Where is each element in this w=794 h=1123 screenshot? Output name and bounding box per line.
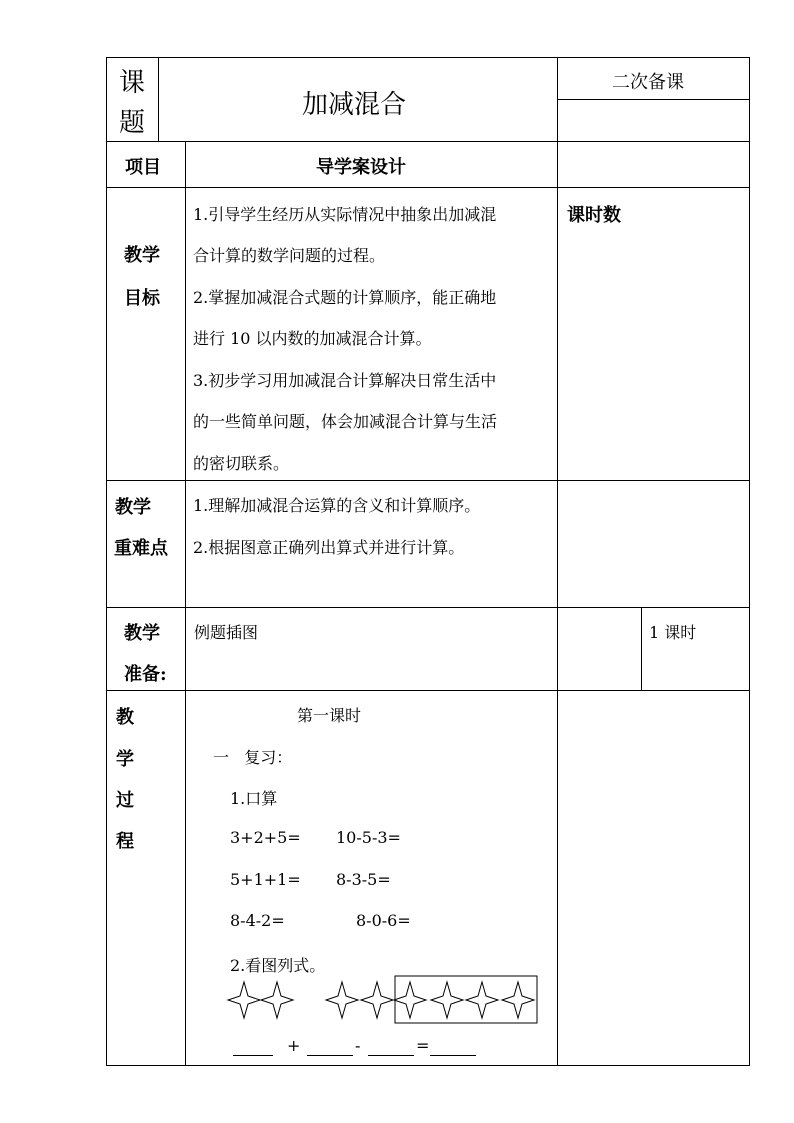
- topic-label-char-2: 题: [119, 108, 146, 138]
- table-border-top: [106, 57, 750, 58]
- star-icon: [261, 982, 293, 1018]
- equation-plus: +: [287, 1036, 301, 1055]
- equation-blank-2[interactable]: [307, 1041, 353, 1056]
- objectives-label-2: 目标: [124, 288, 160, 309]
- oral-problem: 8-3-5=: [336, 870, 391, 889]
- oral-calc-heading: 1.口算: [230, 789, 278, 808]
- hours-column-divider: [641, 607, 642, 691]
- key-point-line: 1.理解加减混合运算的含义和计算顺序。: [193, 496, 481, 515]
- equation-blank-3[interactable]: [368, 1041, 414, 1056]
- stars-illustration: [220, 972, 550, 1028]
- oral-problem: 8-0-6=: [356, 911, 411, 930]
- topic-label-divider: [158, 57, 159, 142]
- star-icon: [326, 982, 358, 1018]
- class-hours-label: 课时数: [567, 205, 621, 226]
- star-icon: [466, 982, 498, 1018]
- row-divider-3: [106, 480, 750, 481]
- equation-blank-1[interactable]: [233, 1041, 273, 1056]
- label-column-divider: [185, 141, 186, 1066]
- key-points-label-2: 重难点: [114, 538, 168, 559]
- row-divider-1: [106, 141, 750, 142]
- preparation-label-2: 准备:: [124, 664, 167, 685]
- oral-problem: 5+1+1=: [230, 870, 301, 889]
- oral-problem: 10-5-3=: [336, 828, 401, 847]
- objective-line: 进行 10 以内数的加减混合计算。: [193, 329, 432, 348]
- equation-equals: =: [416, 1036, 430, 1055]
- table-border-right: [749, 57, 750, 1066]
- objective-line: 的一些简单问题，体会加减混合计算与生活: [193, 412, 498, 431]
- process-label-char: 过: [116, 790, 134, 811]
- equation-blank-answer[interactable]: [430, 1041, 476, 1056]
- second-prep-column-divider: [557, 57, 558, 1066]
- star-icon: [361, 982, 393, 1018]
- preparation-content: 例题插图: [194, 623, 259, 642]
- row-divider-2: [106, 187, 750, 188]
- star-icon: [228, 982, 260, 1018]
- project-label: 项目: [125, 157, 161, 178]
- page-title: 加减混合: [302, 90, 407, 120]
- second-prep-header: 二次备课: [612, 72, 684, 93]
- star-icon: [431, 982, 463, 1018]
- process-label-char: 学: [116, 749, 134, 770]
- row-divider-5: [106, 690, 750, 691]
- table-border-left: [106, 57, 107, 1066]
- star-icon: [502, 982, 534, 1018]
- objective-line: 1.引导学生经历从实际情况中抽象出加减混: [193, 205, 497, 224]
- preparation-hours: 1 课时: [649, 623, 697, 642]
- process-label-char: 教: [116, 707, 134, 728]
- lesson-title: 第一课时: [297, 706, 362, 725]
- objectives-label-1: 教学: [124, 245, 160, 266]
- topic-label-char-1: 课: [119, 68, 146, 98]
- table-border-bottom: [106, 1065, 750, 1066]
- equation-minus: -: [355, 1036, 361, 1055]
- oral-problem: 8-4-2=: [230, 911, 285, 930]
- picture-task-heading: 2.看图列式。: [230, 956, 326, 975]
- second-prep-divider: [557, 99, 750, 100]
- objective-line: 的密切联系。: [193, 454, 290, 473]
- design-header: 导学案设计: [316, 157, 406, 178]
- row-divider-4: [106, 607, 750, 608]
- objective-line: 2.掌握加减混合式题的计算顺序，能正确地: [193, 288, 497, 307]
- star-icon: [394, 982, 426, 1018]
- review-heading: 一 复习：: [213, 748, 293, 767]
- process-label-char: 程: [116, 831, 134, 852]
- key-points-label-1: 教学: [115, 497, 151, 518]
- oral-problem: 3+2+5=: [230, 828, 301, 847]
- key-point-line: 2.根据图意正确列出算式并进行计算。: [193, 538, 465, 557]
- objective-line: 3.初步学习用加减混合计算解决日常生活中: [193, 371, 497, 390]
- objective-line: 合计算的数学问题的过程。: [193, 246, 386, 265]
- preparation-label-1: 教学: [124, 623, 160, 644]
